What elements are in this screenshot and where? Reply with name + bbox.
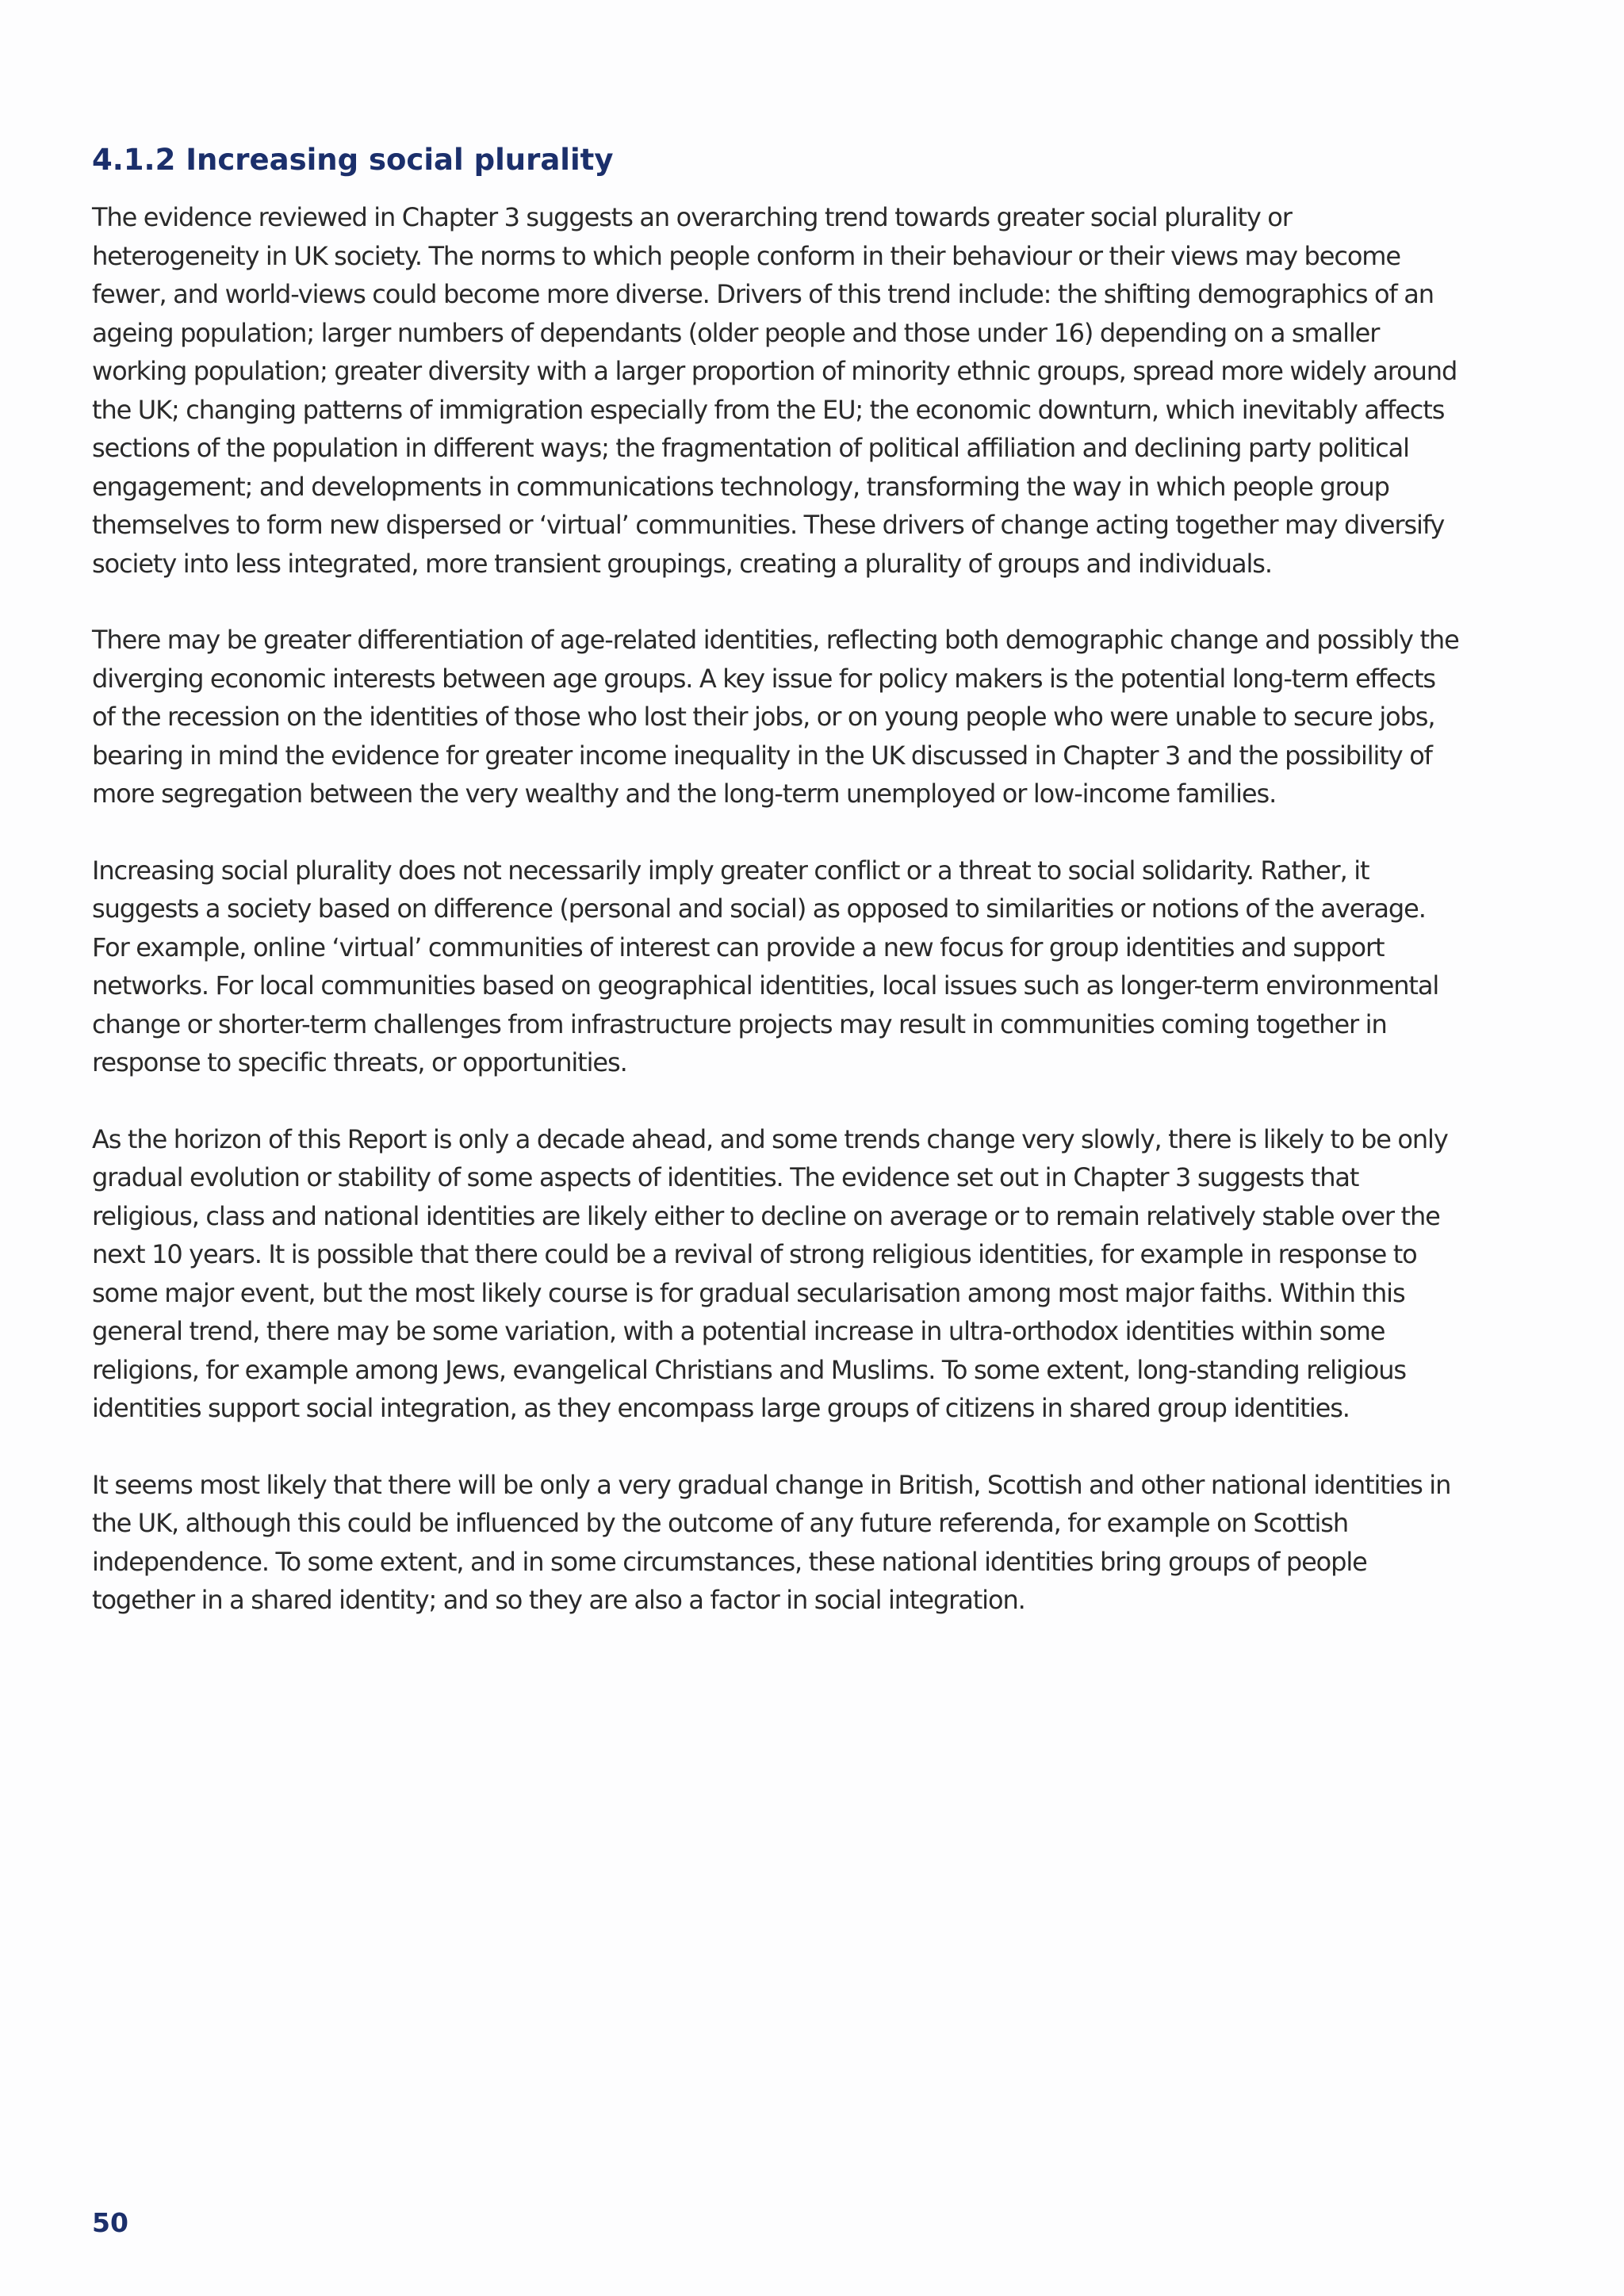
paragraph-plurality-trend: The evidence reviewed in Chapter 3 suggests an overarching trend towards greater social plurality or heterogeneity in UK society. The norms to which people conform in their behaviour or their views may become fewer, and world-views could become more diverse. Drivers of this trend include: the shifting demographics of an ageing population; larger numbers of dependants (older people and those under 16) depending on a smaller working population; greater diversity with a larger proportion of minority ethnic groups, spread more widely around the UK; changing patterns of immigration especially from the EU; the economic downturn, which inevitably affects sections of the population in different ways; the fragmentation of political affiliation and declining party political engagement; and developments in communications technology, transforming the way in which people group themselves to form new dispersed or ‘virtual’ communities. These drivers of change acting together may diversify society into less integrated, more transient groupings, creating a plurality of groups and individuals.	[92, 202, 1457, 579]
paragraph-social-solidarity: Increasing social plurality does not necessarily imply greater conflict or a threat to social solidarity. Rather, it suggests a society based on difference (personal and social) as opposed to similarities or notions of the average. For example, online ‘virtual’ communities of interest can provide a new focus for group identities and support networks. For local communities based on geographical identities, local issues such as longer-term environmental change or shorter-term challenges from infrastructure projects may result in communities coming together in response to specific threats, or opportunities.	[92, 855, 1439, 1078]
paragraph-religious-identities: As the horizon of this Report is only a decade ahead, and some trends change very slowly, there is likely to be only gradual evolution or stability of some aspects of identities. The evidence set out in Chapter 3 suggests that religious, class and national identities are likely either to decline on average or to remain relatively stable over the next 10 years. It is possible that there could be a revival of strong religious identities, for example in response to some major event, but the most likely course is for gradual secularisation among most major faiths. Within this general trend, there may be some variation, with a potential increase in ultra-orthodox identities within some religions, for example among Jews, evangelical Christians and Muslims. To some extent, long-standing religious identities support social integration, as they encompass large groups of citizens in shared group identities.	[92, 1123, 1448, 1424]
page-number: 50	[92, 2207, 128, 2238]
paragraph-national-identities: It seems most likely that there will be only a very gradual change in British, Scottish and other national identities in the UK, although this could be influenced by the outcome of any future referenda, for example on Scottish independence. To some extent, and in some circumstances, these national identities bring groups of people together in a shared identity; and so they are also a factor in social integration.	[92, 1469, 1451, 1616]
page-content	[92, 143, 1464, 1658]
section-heading: 4.1.2 Increasing social plurality	[92, 143, 614, 177]
paragraph-age-identities: There may be greater differentiation of age-related identities, reflecting both demographic change and possibly the diverging economic interests between age groups. A key issue for policy makers is the potential long-term effects of the recession on the identities of those who lost their jobs, or on young people who were unable to secure jobs, bearing in mind the evidence for greater income inequality in the UK discussed in Chapter 3 and the possibility of more segregation between the very wealthy and the long-term unemployed or low-income families.	[92, 625, 1459, 809]
